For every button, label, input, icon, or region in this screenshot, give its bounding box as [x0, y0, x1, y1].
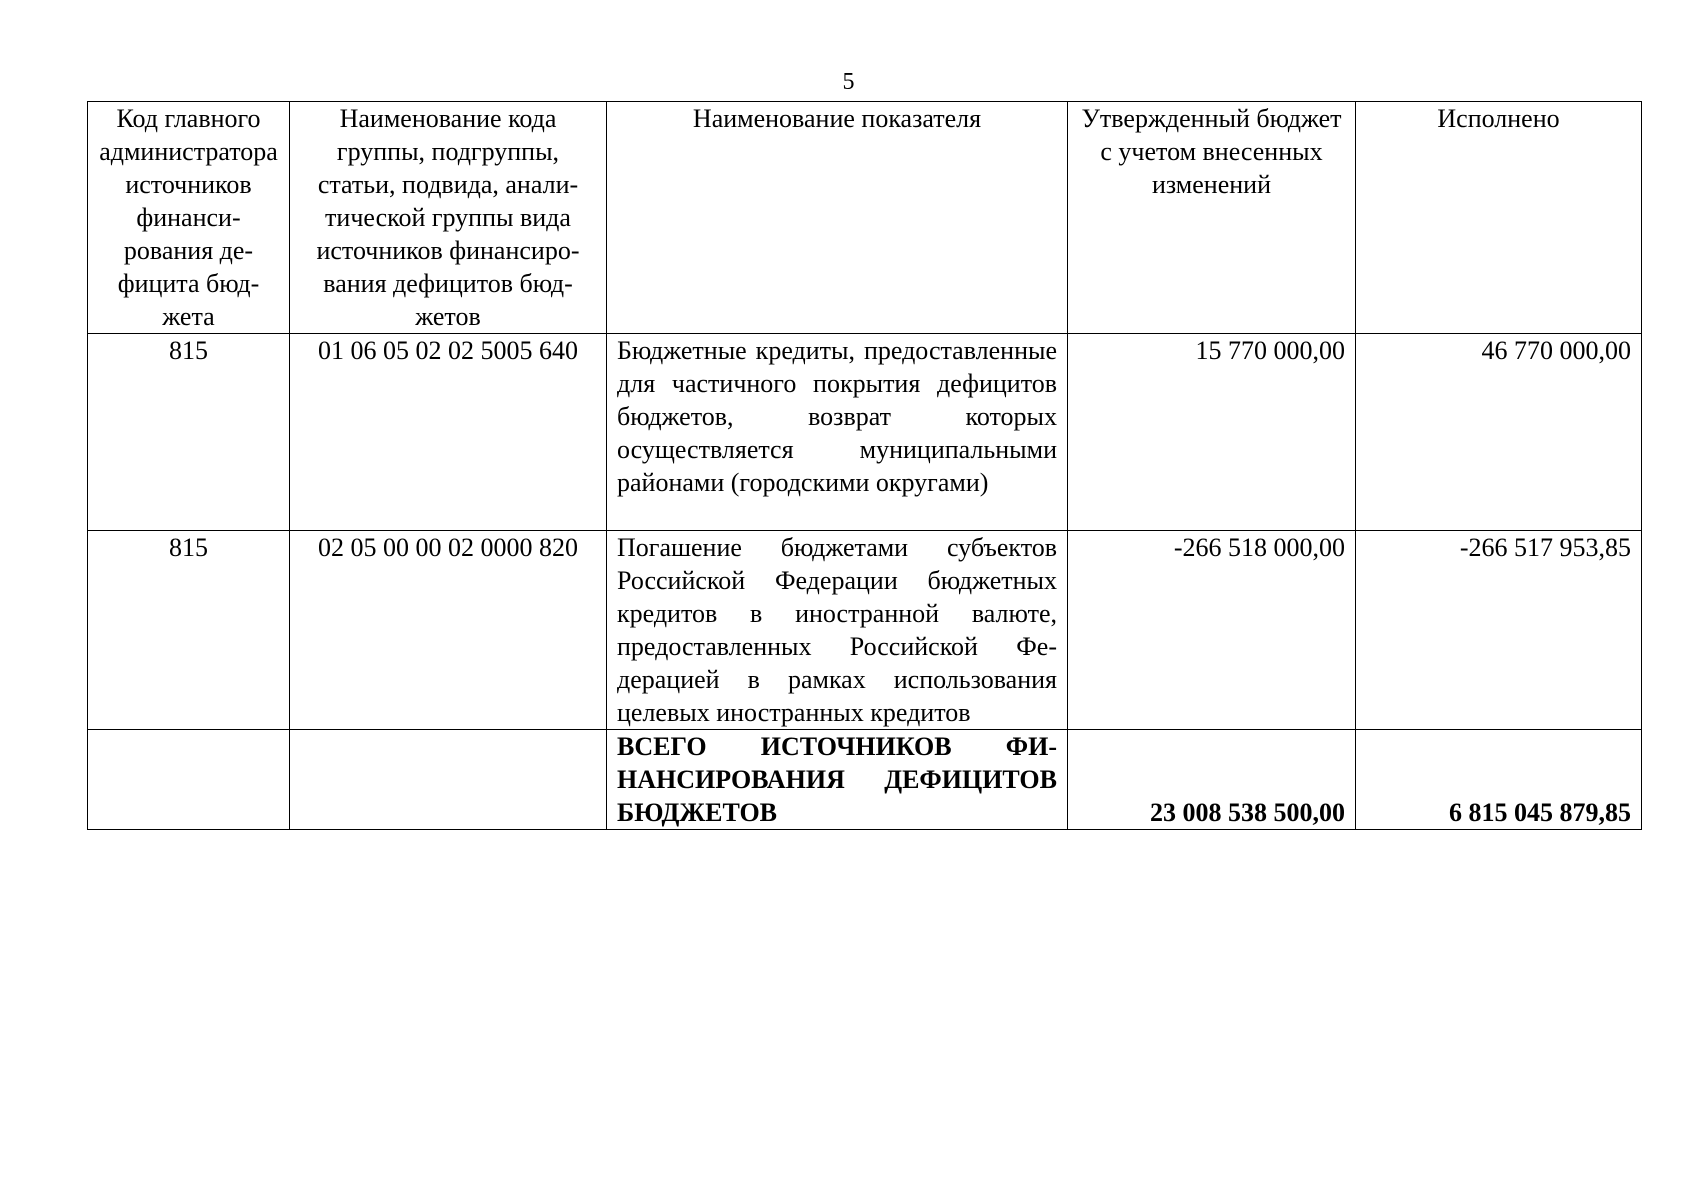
source-code-cell: 01 06 05 02 02 5005 640 — [290, 334, 607, 531]
page-number: 5 — [842, 69, 855, 95]
table-row — [88, 531, 1642, 730]
total-executed: 6 815 045 879,85 — [1356, 730, 1642, 830]
approved-budget-cell: -266 518 000,00 — [1068, 531, 1356, 730]
total-empty-cell — [290, 730, 607, 830]
total-approved: 23 008 538 500,00 — [1068, 730, 1356, 830]
executed-cell: 46 770 000,00 — [1356, 334, 1642, 531]
header-indicator-name: Наименование показателя — [607, 102, 1068, 334]
indicator-name-cell: Бюджетные кредиты, предоставленные для частичного покрытия дефицитов бюджетов, возврат которых осуществляется муниципальными районами (городскими округами) — [607, 334, 1068, 531]
header-approved-budget: Утвержденный бюджет с учетом внесенных изменений — [1068, 102, 1356, 334]
total-row — [88, 730, 1642, 830]
admin-code-cell: 815 — [88, 334, 290, 531]
admin-code-cell: 815 — [88, 531, 290, 730]
approved-budget-cell: 15 770 000,00 — [1068, 334, 1356, 531]
table-row — [88, 334, 1642, 531]
header-executed: Исполнено — [1356, 102, 1642, 334]
table-header-row — [88, 102, 1642, 334]
header-source-code: Наименование кода группы, подгруппы, статьи, подвида, аналитической группы вида источников финансирования дефицитов бюджетов — [290, 102, 607, 334]
total-empty-cell — [88, 730, 290, 830]
indicator-name-cell: Погашение бюджетами субъектов Российской Федерации бюджетных кредитов в иностранной валюте, предоставленных Российской Федерацией в рамках использования целевых иностранных кредитов — [607, 531, 1068, 730]
budget-sources-table — [87, 101, 1642, 830]
header-admin-code: Код главного администратора источников финансирования дефицита бюджета — [88, 102, 290, 334]
total-label: ВСЕГО ИСТОЧНИКОВ ФИНАНСИРОВАНИЯ ДЕФИЦИТОВ БЮДЖЕТОВ — [607, 730, 1068, 830]
source-code-cell: 02 05 00 00 02 0000 820 — [290, 531, 607, 730]
executed-cell: -266 517 953,85 — [1356, 531, 1642, 730]
